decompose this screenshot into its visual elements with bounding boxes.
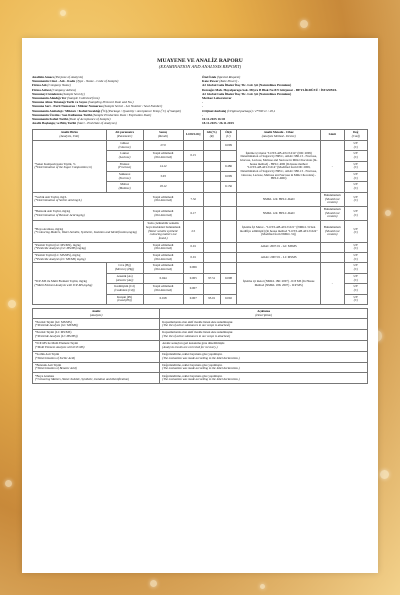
- info-label-en: (Purpose of Analysis): [54, 75, 84, 79]
- uncertainty-cell: 0.008: [220, 273, 237, 283]
- result-cell: [143, 192, 183, 206]
- text-en: (The evaluation was made according to the label declaration.): [162, 366, 240, 371]
- lod-cell: 0.01: [183, 242, 203, 252]
- text-en: (C): [353, 287, 358, 292]
- text-en: (*Colouring Matters, Water-Soluble, Synthetic, Isolation and Identification,mg/kg): [34, 230, 137, 235]
- text: Bulunmamalı: [323, 224, 341, 229]
- text-en: (Glucose): [118, 144, 131, 149]
- table-row: [33, 221, 368, 243]
- info-value-tr: 18.11.2025 / 26.11.2025: [202, 121, 234, 126]
- text-en: (*Pesticide Analysis (LC MS/MS) mg/kg): [34, 256, 86, 261]
- text: Kapsamımızda olan aktif madde listesi ekte sunulmuştur.: [162, 319, 234, 324]
- analysis-cell: [33, 192, 144, 206]
- parameter-cell: [106, 284, 143, 294]
- uncertainty-cell: 0.486: [220, 161, 237, 171]
- report-subtitle: (EXAMINATION AND ANALYSIS REPORT): [158, 64, 242, 69]
- text-en: (Fructose): [118, 165, 132, 170]
- text: 18.12: [159, 184, 167, 189]
- text: Tespit edilemedi: [152, 208, 174, 213]
- text: Kadmiyum (Cd): [114, 284, 135, 289]
- text-en: (C): [353, 165, 358, 170]
- conformity-cell: [344, 273, 367, 283]
- description-analysis: [33, 330, 160, 341]
- gk-cell: [203, 263, 220, 273]
- text: UY: [353, 284, 358, 289]
- text-en: (Not detected): [154, 267, 172, 272]
- text: Kapsamımızda olan aktif madde listesi ekte sunulmuştur.: [162, 330, 234, 335]
- analysis-cell: [33, 253, 144, 263]
- header-limit: Limit: [321, 130, 344, 140]
- text: UY: [353, 242, 358, 247]
- text: Tespit edilemedi: [152, 242, 174, 247]
- uncertainty-cell: [220, 192, 237, 206]
- info-value-tr: Merkez Laboratuvar: [202, 96, 232, 101]
- text: *ICP-MS ile Multi Element Tayini, mg/kg: [34, 279, 87, 284]
- text: UY: [353, 208, 358, 213]
- uncertainty-cell: 0.099: [220, 172, 237, 182]
- info-label-tr: Numunenin Ambalajı / Miktarı / Kabul Sıcaklığı (ºC): [32, 108, 107, 113]
- header-uncertainty: Ölçü (U): [220, 130, 237, 140]
- method-cell: İşletme içi metot (NMKL 186: 2007) - ICP MS (In House Method (NMKL 186: 2007) - ICP MS): [237, 263, 321, 305]
- description-row: [33, 341, 368, 352]
- gk-cell: [203, 284, 220, 294]
- text: Fruktoz: [119, 161, 130, 166]
- text: 27.0: [160, 142, 166, 147]
- text-en: (Arsenic (As)): [115, 277, 134, 282]
- sample-info: [32, 75, 368, 125]
- table-row: [33, 192, 368, 206]
- text: *Şeker Kompozisyonu Tayini, %: [34, 161, 76, 166]
- method-cell: NMKL 124: HPLC-DAD: [237, 192, 321, 206]
- limit-cell: [321, 206, 344, 220]
- analysis-cell: [33, 242, 144, 252]
- info-label-en: (Type - Name - Code of Sample): [75, 79, 119, 84]
- info-label-en: (Sample Collected from): [67, 96, 100, 101]
- lod-cell: 0.01: [183, 253, 203, 263]
- conformity-cell: [344, 151, 367, 161]
- table-row: [33, 253, 368, 263]
- text-en: (C): [353, 246, 358, 251]
- text-en: (Not detected): [154, 256, 172, 261]
- text-en: (Not detected): [154, 154, 172, 159]
- gk-cell: [203, 161, 220, 171]
- text: Değerlendirme, reklet beyanına göre yapılmıştır.: [162, 351, 223, 356]
- info-value-tr: -: [202, 100, 204, 105]
- conformity-cell: [344, 253, 367, 263]
- report-sheet: [22, 38, 378, 573]
- info-value-tr: A2 Global Gıda İlkeler İlaç Tic. Ltd. Şti (Naturelines Premium): [202, 83, 292, 88]
- limit-cell: -: [321, 140, 344, 192]
- text: UY: [353, 182, 358, 187]
- description-row: [33, 319, 368, 330]
- table-row: [33, 242, 368, 252]
- text-en: (Lactose): [118, 154, 131, 159]
- description-row: [33, 351, 368, 362]
- uncertainty-cell: [220, 284, 237, 294]
- description-header-row: [33, 309, 368, 319]
- parameter-cell: [106, 294, 143, 304]
- conformity-cell: [344, 172, 367, 182]
- text: UY: [353, 140, 358, 145]
- text: *Benzoik Asit Tayini, mg/kg: [34, 208, 71, 213]
- result-cell: [143, 263, 183, 273]
- table-row: [33, 206, 368, 220]
- text-en: (The evaluation was made according to the label declaration.): [162, 377, 240, 382]
- header-parameter: Alt parametre (Parameter): [106, 130, 143, 140]
- info-value-en: (Special Request): [217, 75, 241, 79]
- method-cell: İşletme İçi Metot - "LOT/LAB.AT.LT-021" (NMKL 31'den modifiye edilmiştir) (In house method "LOT/LAB.AT.LT-024" (Modified from NMKL 31)): [237, 221, 321, 243]
- description-analysis: [33, 351, 160, 362]
- header-method: Analiz Metodu - Cihaz (Analysis Method - Device): [237, 130, 321, 140]
- result-cell: [143, 242, 183, 252]
- gk-cell: [203, 182, 220, 192]
- text-en: (*Pesticide Analysis (GC MS/MS) mg/kg): [34, 246, 86, 251]
- info-row: [32, 121, 368, 125]
- conformity-cell: [344, 263, 367, 273]
- parameter-cell: [106, 140, 143, 150]
- text: Bulunmamalı: [323, 192, 341, 197]
- analysis-cell: [33, 263, 107, 305]
- text-en: (*Colouring Matters, Water-Soluble, Synthetic, Isolation and Identification): [35, 377, 130, 382]
- description-analysis: [33, 319, 160, 330]
- table-row: [33, 263, 368, 273]
- gk-cell: [203, 206, 220, 220]
- text-en: (*Determination of Benzoic Acid): [35, 366, 77, 371]
- text-en: (*Determination of Sorbic Acid): [35, 355, 76, 360]
- gk-cell: [203, 172, 220, 182]
- lod-cell: 6.17: [183, 206, 203, 220]
- info-label-tr: Analiz Başlangıç ve Bitiş Tarihi: [32, 121, 77, 126]
- info-value-en: (Kate Power) -: [219, 79, 240, 84]
- text-en: (C): [353, 175, 358, 180]
- info-value-tr: A2 Global Gıda İlkeler İlaç Tic. Ltd. Şti (Naturelines Premium): [202, 91, 292, 96]
- text-en: (Water soluble synthetic colouring matters not found.): [148, 228, 179, 240]
- text: *Boya Araması, mg/kg: [34, 226, 64, 231]
- info-value-tr: 10.11.2025 16:45: [202, 117, 226, 122]
- text: Arsenik (As): [116, 273, 133, 278]
- text-en: (Should not contain): [325, 210, 340, 219]
- lod-cell: [183, 140, 203, 150]
- text: Değerlendirme, reklet beyanına göre yapılmıştır.: [162, 373, 223, 378]
- description-text: [160, 330, 368, 341]
- text: Glikoz: [120, 140, 129, 145]
- parameter-cell: [106, 161, 143, 171]
- text-en: (Should not contain): [325, 228, 340, 237]
- info-label-tr: Numunenin Cinsi - Adı - Kodu: [32, 79, 76, 84]
- analysis-cell: [33, 221, 144, 243]
- header-result: Sonuç (Result): [143, 130, 183, 140]
- text-en: (Not detected): [154, 212, 172, 217]
- text: Cıva (Hg): [118, 263, 131, 268]
- conformity-cell: [344, 284, 367, 294]
- text: Değerlendirme, reklet beyanına göre yapılmıştır.: [162, 362, 223, 367]
- text-en: (C): [353, 154, 358, 159]
- result-cell: [143, 273, 183, 283]
- description-text: [160, 362, 368, 373]
- info-label-tr: Firma Adresi: [32, 87, 51, 92]
- lod-cell: 2.5: [183, 221, 203, 243]
- description-analysis: [33, 373, 160, 384]
- limit-cell: [321, 192, 344, 206]
- info-label-en: (Sample Sent by): [62, 91, 85, 96]
- text: Tespit edilemedi: [152, 284, 174, 289]
- conformity-cell: [344, 242, 367, 252]
- text-en: (*Pesticide Analysis (GC MS/MS)): [35, 323, 79, 328]
- text-en: (C): [353, 256, 358, 261]
- info-label-en: (Company Name): [47, 83, 71, 88]
- text-en: (*Multi Element Analysis with ICP-MS): [35, 344, 85, 349]
- result-cell: [143, 284, 183, 294]
- limit-cell: [321, 253, 344, 263]
- conformity-cell: [344, 221, 367, 243]
- text-en: (The evaluation was made according to the label declaration.): [162, 355, 240, 360]
- uncertainty-cell: [220, 253, 237, 263]
- conformity-cell: [344, 182, 367, 192]
- text-en: (Maltose): [118, 186, 131, 191]
- text: UY: [353, 273, 358, 278]
- desc-header-analysis: Analiz (Analysis): [33, 309, 160, 319]
- text-en: (Analysis results are corrected for recovery.): [162, 344, 218, 349]
- text-en: (Not detected): [154, 198, 172, 203]
- result-cell: [143, 172, 183, 182]
- text: UY: [353, 263, 358, 268]
- gk-cell: [203, 253, 220, 263]
- info-label-en: (Company Adress): [51, 87, 76, 92]
- gk-cell: 97.51: [203, 273, 220, 283]
- result-cell: [143, 151, 183, 161]
- text-en: (Should not contain): [325, 196, 340, 205]
- text: 3.03: [160, 173, 166, 178]
- lod-cell: 0.007: [183, 294, 203, 304]
- lod-cell: 0.005: [183, 273, 203, 283]
- text: UY: [353, 161, 358, 166]
- text-en: (Cadmium (Cd)): [114, 287, 135, 292]
- uncertainty-cell: 0.002: [220, 294, 237, 304]
- limit-cell: -: [321, 263, 344, 305]
- text-en: (C): [353, 186, 358, 191]
- lod-cell: [183, 161, 203, 171]
- uncertainty-cell: 0.156: [220, 182, 237, 192]
- info-label: [32, 121, 202, 125]
- info-value-tr: Orijinal Ambalaj: [202, 108, 227, 113]
- text: *Boya Araması: [35, 373, 55, 378]
- lod-cell: 0.007: [183, 284, 203, 294]
- parameter-cell: [106, 172, 143, 182]
- conformity-cell: [344, 161, 367, 171]
- info-label-tr: Numunenin Üretim / Son Kullanma Tarihi: [32, 112, 92, 117]
- header-analysis: Analiz Birim (Analysis, Unit): [33, 130, 107, 140]
- gk-cell: [203, 242, 220, 252]
- info-label-en: (Start - End Date of Analyses): [76, 121, 117, 126]
- text-en: (C): [353, 230, 358, 235]
- description-row: [33, 362, 368, 373]
- text: Tespit edilemedi: [152, 263, 174, 268]
- info-label-tr: Numune Alma Tutanağı Tarih ve Sayısı: [32, 100, 88, 105]
- result-cell: [143, 161, 183, 171]
- results-table: [32, 129, 368, 305]
- text: Bulunmamalı: [323, 206, 341, 211]
- text: UY: [353, 226, 358, 231]
- gk-cell: [203, 140, 220, 150]
- info-label-tr: Numuneyi Gönderen: [32, 91, 62, 96]
- text: 14.12: [159, 163, 167, 168]
- uncertainty-cell: [220, 242, 237, 252]
- lod-cell: [183, 182, 203, 192]
- text: 0.044: [159, 275, 167, 280]
- text-en: (C): [353, 298, 358, 303]
- header-gk: GK(%) (R): [203, 130, 220, 140]
- analysis-cell: [33, 206, 144, 220]
- text: *Pestisit Tayini (LC MS/MS), mg/kg: [34, 253, 81, 258]
- text-en: (Sucrose): [118, 175, 131, 180]
- text: Tespit edilemedi: [152, 253, 174, 258]
- info-value-en: (Original package) / 2*500 cc / 20,1: [227, 108, 276, 113]
- text-en: (Not detected): [154, 246, 172, 251]
- gk-cell: [203, 221, 220, 243]
- method-cell: NMKL 124: HPLC-DAD: [237, 206, 321, 220]
- text: Laktoz: [120, 151, 129, 156]
- text: *Sorbik Asit Tayini: [35, 351, 60, 356]
- lod-cell: 7.32: [183, 192, 203, 206]
- result-cell: [143, 182, 183, 192]
- desc-header-description: Açıklama (Description): [160, 309, 368, 319]
- text: Tespit edilemedi: [152, 194, 174, 199]
- uncertainty-cell: [220, 263, 237, 273]
- info-value-tr: Dereağzı Mah. Hayalperaga Sok. Miyra B Blok No:8/9 Gürpınar - BEYLİKDÜZÜ / İSTANBUL: [202, 87, 338, 92]
- uncertainty-cell: [220, 206, 237, 220]
- text: *Sorbik Asit Tayini, mg/L: [34, 194, 67, 199]
- info-label-tr: Numunenin Alındığı Yer: [32, 96, 67, 101]
- conformity-cell: [344, 140, 367, 150]
- report-title: MUAYENE VE ANALİZ RAPORU: [157, 58, 243, 64]
- text: Suda çözünebilir sentetik boya maddeleri bulunamadı: [145, 221, 181, 229]
- description-analysis: [33, 341, 160, 352]
- text: *Benzoik Asit Tayini: [35, 362, 62, 367]
- lod-cell: [183, 172, 203, 182]
- description-text: [160, 341, 368, 352]
- text-en: (C): [353, 144, 358, 149]
- lod-cell: 0.15: [183, 151, 203, 161]
- gk-cell: [203, 192, 220, 206]
- description-analysis: [33, 362, 160, 373]
- description-text: [160, 319, 368, 330]
- gk-cell: [203, 151, 220, 161]
- result-cell: [143, 140, 183, 150]
- parameter-cell: [106, 263, 143, 273]
- text: 0.018: [159, 296, 167, 301]
- info-label-en: (Sampling Protocol Date and No.): [88, 100, 134, 105]
- info-label-tr: Numunenin Kabul Tarihi: [32, 117, 68, 122]
- text: UY: [353, 294, 358, 299]
- info-value-tr: -: [202, 112, 204, 117]
- text-en: (*Determination of Benzoic Acid mg/kg): [34, 212, 85, 217]
- uncertainty-cell: [220, 151, 237, 161]
- text: UY: [353, 253, 358, 258]
- result-cell: [143, 206, 183, 220]
- info-label-en: (Sample Serial - Lot Number / Seal Number): [103, 104, 163, 109]
- parameter-cell: [106, 182, 143, 192]
- text-en: (C): [353, 277, 358, 282]
- text-en: (*Pesticide Analysis (LC MS/MS)): [35, 334, 78, 339]
- result-cell: [143, 221, 183, 243]
- info-label-en: (Sample Production Date / Expiration Date): [92, 112, 152, 117]
- limit-cell: [321, 221, 344, 243]
- header-conformity: Değ (Conf): [344, 130, 367, 140]
- parameter-cell: [106, 151, 143, 161]
- table-row: [33, 140, 368, 150]
- description-row: [33, 330, 368, 341]
- text: *Pestisit Tayini (GC MS/MS): [35, 319, 72, 324]
- text-en: (Lead (Pb)): [117, 298, 132, 303]
- description-text: [160, 373, 368, 384]
- text-en: (Mercury (Hg)): [115, 267, 135, 272]
- uncertainty-cell: 0.099: [220, 140, 237, 150]
- text-en: (C): [353, 212, 358, 217]
- text-en: (*Determination of the Sugar Composition,%): [34, 165, 92, 170]
- text: *Pestisit Tayini (LC MS/MS): [35, 330, 72, 335]
- lod-cell: 0.006: [183, 263, 203, 273]
- text: *Pestisit Tayini (GC MS/MS), mg/kg: [34, 242, 81, 247]
- text: *ICP-MS ile Multi Element Tayini: [35, 341, 79, 346]
- conformity-cell: [344, 294, 367, 304]
- text: UY: [353, 194, 358, 199]
- results-header-row: [33, 130, 368, 140]
- text: Maltoz: [120, 182, 129, 187]
- text-en: (*Determination of Sorbic Acid mg/L): [34, 198, 82, 203]
- description-text: [160, 351, 368, 362]
- text: Sakkaroz: [118, 172, 131, 177]
- uncertainty-cell: [220, 221, 237, 243]
- method-cell: AOAC 2007.01 - GC MSMS: [237, 242, 321, 252]
- parameter-cell: [106, 273, 143, 283]
- analysis-cell: [33, 140, 107, 192]
- info-label-tr: Analizin Amacı: [32, 75, 54, 79]
- info-label-tr: Numune Seri - Parti Numarası / Miktar Numarası: [32, 104, 103, 109]
- method-cell: AOAC 2007.01 - LC MSMS: [237, 253, 321, 263]
- conformity-cell: [344, 206, 367, 220]
- header-lod: LOD/LOQ: [183, 130, 203, 140]
- description-table: [32, 308, 368, 384]
- limit-cell: [321, 242, 344, 252]
- result-cell: [143, 294, 183, 304]
- info-label-tr: Firma Adı: [32, 83, 47, 88]
- info-value-tr: -: [202, 104, 204, 109]
- text-en: (Not detected): [154, 287, 172, 292]
- info-label-en: (Date of Acceptance of Sample): [68, 117, 111, 122]
- info-value-tr: Özel İstek: [202, 75, 217, 79]
- info-value: [202, 121, 368, 125]
- text-en: (C): [353, 198, 358, 203]
- text-en: (*Multi Element Analysis with ICP-MS,mg/kg): [34, 282, 93, 287]
- gk-cell: 95.01: [203, 294, 220, 304]
- text: Analiz sonuçları geri kazanıma göre düzeltilmiştir.: [162, 341, 226, 346]
- conformity-cell: [344, 192, 367, 206]
- text: UY: [353, 172, 358, 177]
- result-cell: [143, 253, 183, 263]
- text: Kurşun (Pb): [117, 294, 133, 299]
- info-label-en: (Package / Quantity / Acceptance Temp (ºC) of Sample): [107, 108, 182, 113]
- text-en: (The list of active substances in our scope is attached.): [162, 323, 231, 328]
- description-row: [33, 373, 368, 384]
- info-value-tr: Kate Power: [202, 79, 219, 84]
- text-en: (The list of active substances in our scope is attached.): [162, 334, 231, 339]
- text: UY: [353, 151, 358, 156]
- text-en: (C): [353, 267, 358, 272]
- text: Tespit edilemedi: [152, 151, 174, 156]
- method-cell: İşletme içi metot "LOT/LAB.AT.LT-014" (DIC 2009) Determination of Sugars by HPLC, AOAC 980.13 - Fructose, Glucose, Lactose, Maltose and Sucrose in Milk Chocolate (In-house method) - HPLC-RID (In house method "LOT/LAB.AT.LT-014" (Modified from DIC 2009, Determination of Sugars by HPLC, AOAC 980.13 - Fructose, Glucose, Lactose, Maltose and Sucrose in Milk Chocolate) - HPLC-RID): [237, 140, 321, 192]
